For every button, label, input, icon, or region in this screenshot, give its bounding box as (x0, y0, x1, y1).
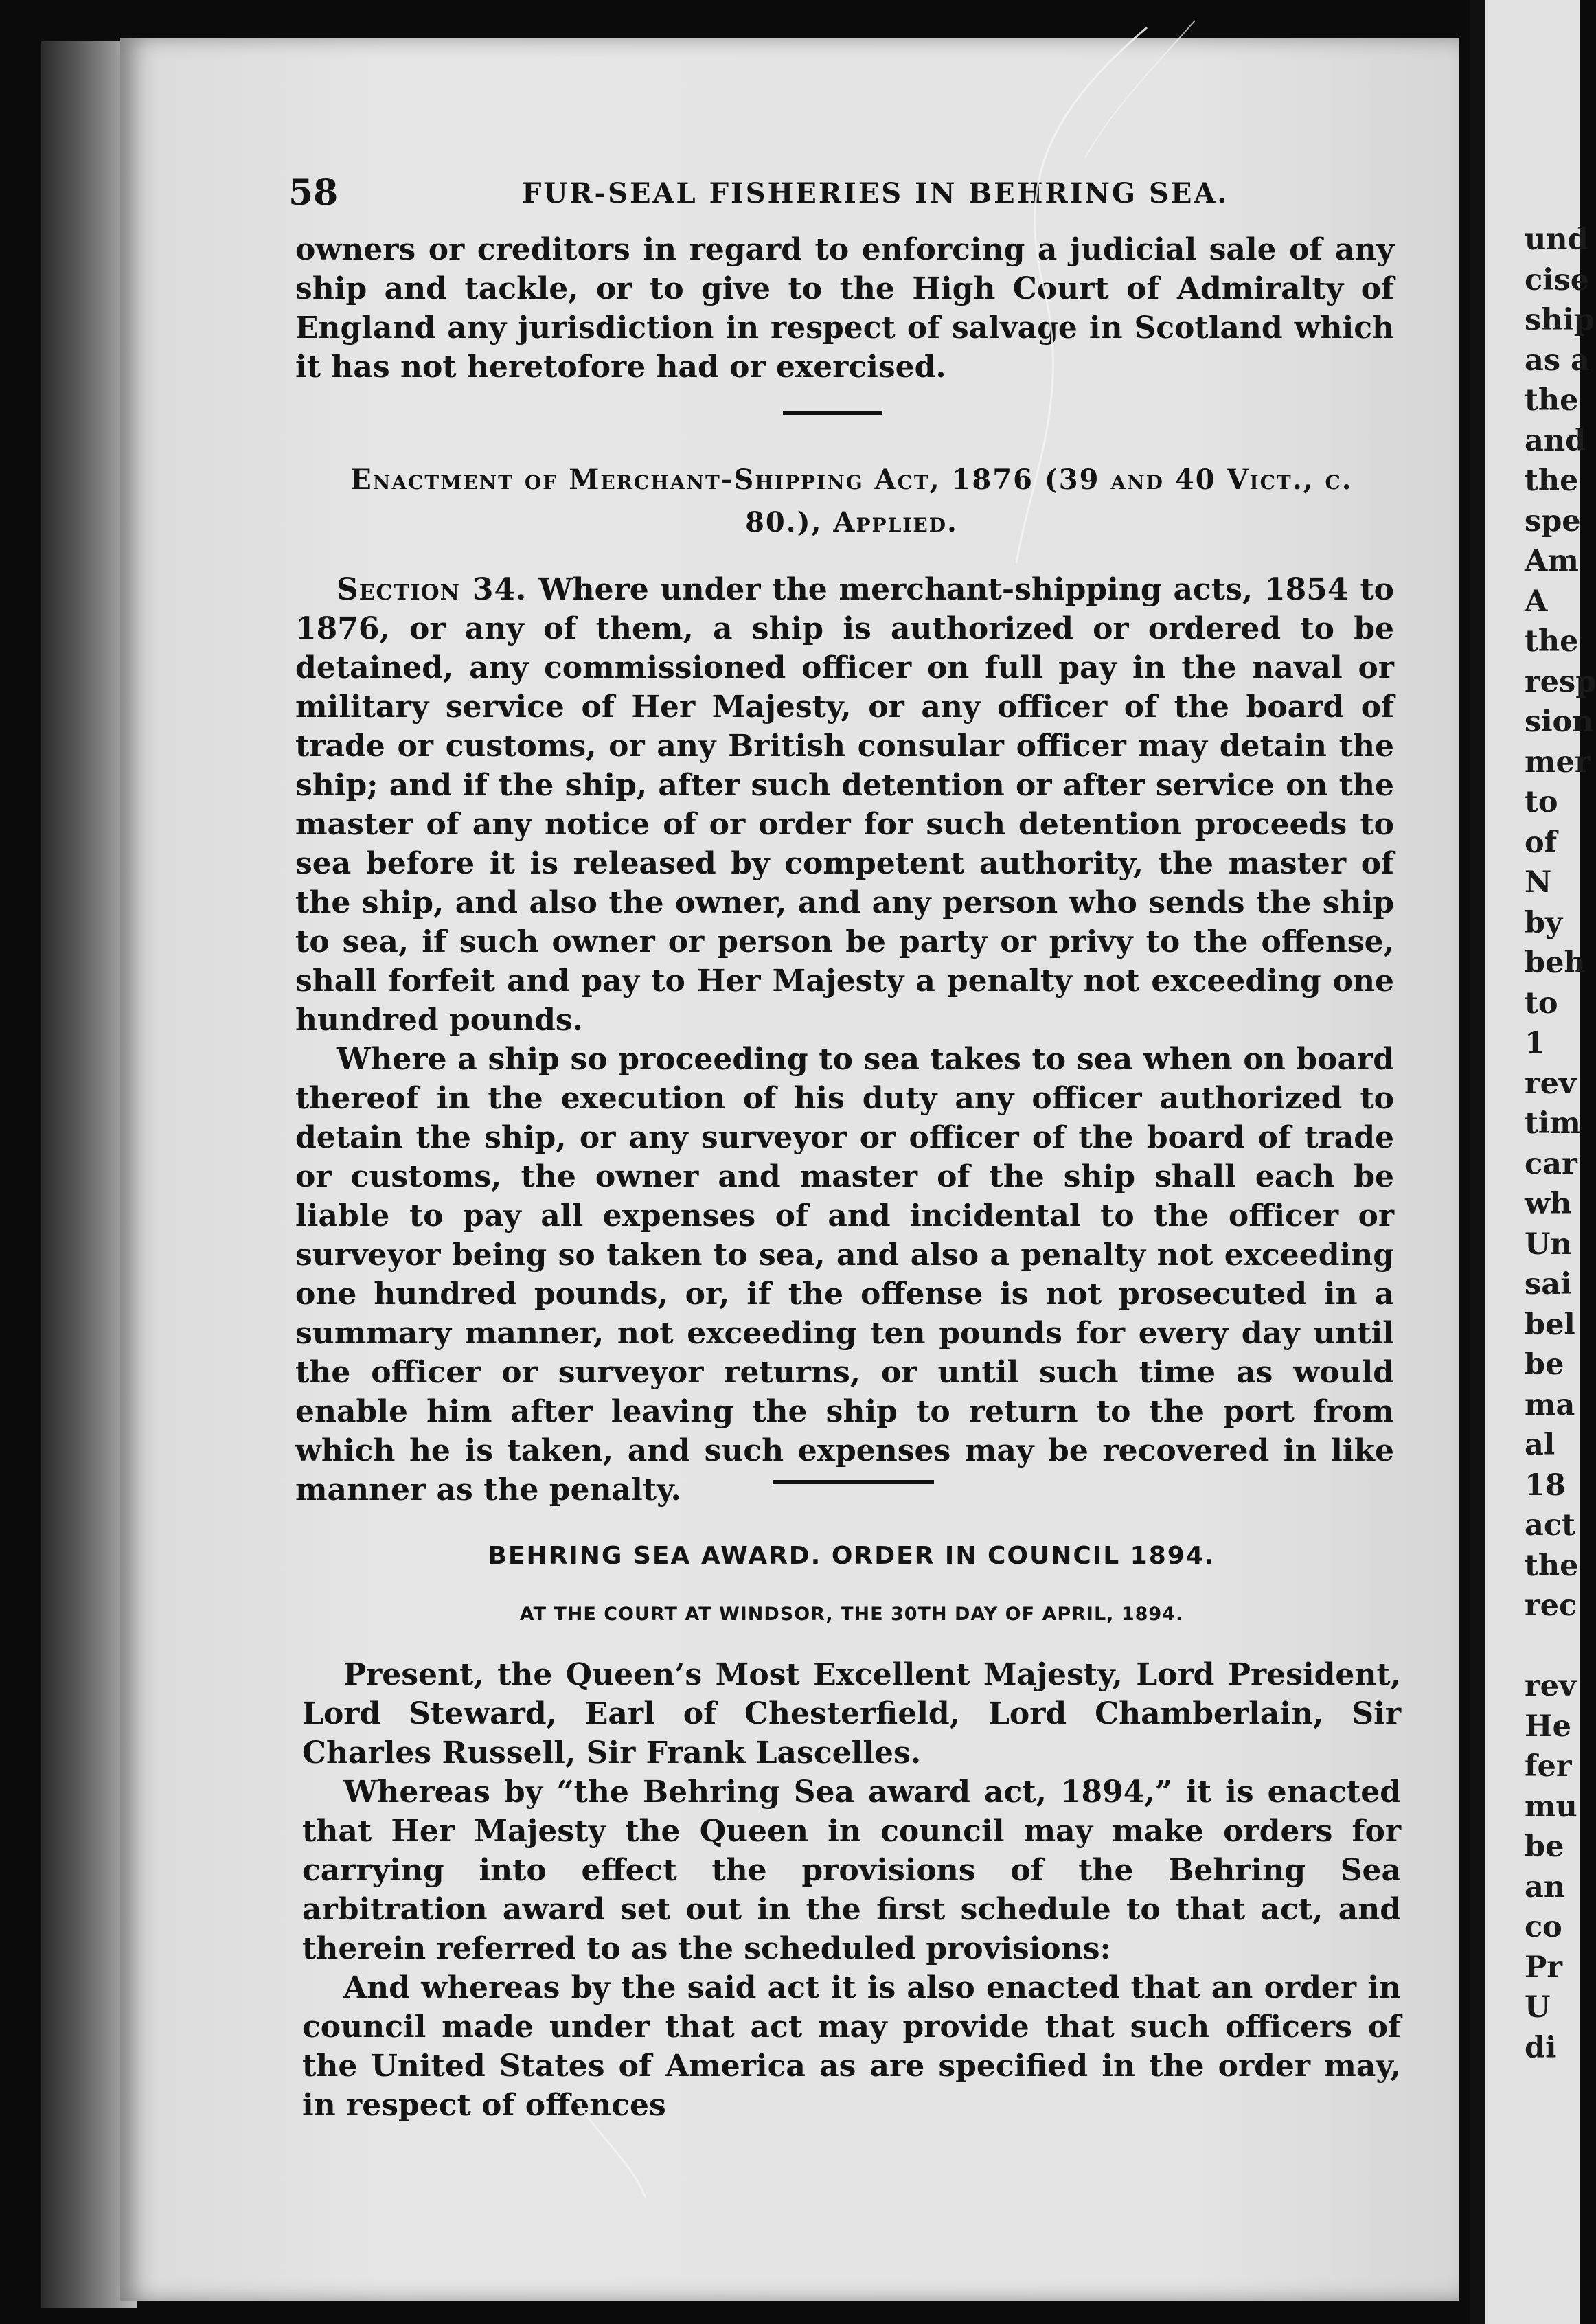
adjacent-page-fragment: as a (1525, 343, 1590, 378)
section-34-text: Where under the merchant-shipping acts, 1854 to 1876, or any of them, a ship is authorized or ordered to be detained, any commissioned officer on full pay in the naval or military service of Her Majesty, or any officer of the board of trade or customs, or any British consular officer may detain the ship; and if the ship, after such detention or after service on the master of any notice of or order for such detention proceeds to sea before it is released by competent authority, the master of the ship, and also the owner, and any person who sends the ship to sea, if such owner or person be party or privy to the offense, shall forfeit and pay to Her Majesty a penalty not exceeding one hundred pounds. (295, 572, 1394, 1038)
running-title: FUR-SEAL FISHERIES IN BEHRING SEA. (522, 177, 1229, 209)
adjacent-page-fragment: di (1525, 2030, 1557, 2065)
adjacent-page-fragment: cise (1525, 262, 1590, 297)
section-divider-2 (773, 1480, 934, 1484)
and-whereas-paragraph: And whereas by the said act it is also enacted that an order in council made under that act may provide that such officers of the United States of America as are specified in the order may, in respect of offences (302, 1970, 1401, 2123)
adjacent-page-fragment: the (1525, 1548, 1579, 1583)
adjacent-page-fragment: Pr (1525, 1950, 1562, 1985)
adjacent-page-fragment: be (1525, 1347, 1564, 1382)
section-34-paragraph (295, 570, 1394, 1040)
adjacent-page-fragment: act (1525, 1508, 1575, 1542)
adjacent-page-fragment: mer (1525, 744, 1591, 779)
adjacent-page-fragment: Am (1525, 544, 1579, 578)
adjacent-page-fragment: spe (1525, 503, 1581, 538)
section-label: Section 34. (337, 572, 527, 607)
adjacent-page-fragment: rev (1525, 1066, 1576, 1101)
present-paragraph: Present, the Queen’s Most Excellent Majesty, Lord President, Lord Steward, Earl of Chesterfield, Lord Chamberlain, Sir Charles Russell, Sir Frank Lascelles. (302, 1657, 1401, 1770)
adjacent-page-fragment: co (1525, 1910, 1562, 1944)
adjacent-page-fragment: by (1525, 905, 1563, 940)
adjacent-page-fragment: und (1525, 223, 1588, 257)
adjacent-page-fragment: 1 (1525, 1026, 1545, 1060)
adjacent-page-fragment: sion (1525, 705, 1594, 739)
adjacent-page-fragment: to (1525, 986, 1558, 1021)
page-gutter (1470, 0, 1485, 2324)
adjacent-page-fragment: 18 (1525, 1468, 1566, 1503)
order-in-council-text (302, 1655, 1401, 2125)
adjacent-page-fragment: the (1525, 464, 1579, 498)
page-number: 58 (288, 172, 339, 214)
adjacent-page-fragment: ma (1525, 1387, 1575, 1422)
adjacent-page-fragment: N (1525, 865, 1552, 900)
adjacent-page-fragment: rec (1525, 1588, 1577, 1623)
adjacent-page-fragment: to (1525, 785, 1558, 819)
adjacent-page-fragment: ship (1525, 303, 1595, 337)
adjacent-page-fragment: He (1525, 1709, 1571, 1744)
adjacent-page-fragment: of (1525, 825, 1558, 860)
adjacent-page-fragment: U (1525, 1990, 1551, 2025)
adjacent-page-fragment: Un (1525, 1227, 1572, 1262)
adjacent-page-fragment: rev (1525, 1669, 1576, 1703)
adjacent-page-fragment: bel (1525, 1307, 1575, 1342)
adjacent-page-fragment: A (1525, 584, 1548, 619)
adjacent-page-fragment: wh (1525, 1187, 1572, 1221)
adjacent-page-fragment: beh (1525, 946, 1586, 980)
adjacent-page-fragment: and (1525, 423, 1586, 458)
adjacent-page-fragment: the (1525, 383, 1579, 418)
award-heading: BEHRING SEA AWARD. ORDER IN COUNCIL 1894. (488, 1542, 1216, 1570)
enactment-heading-line2: 80.), Applied. (745, 506, 958, 538)
adjacent-page-fragment: resp (1525, 664, 1596, 699)
enactment-heading-line1: Enactment of Merchant-Shipping Act, 1876 (39 and 40 Vict., c. (350, 464, 1353, 496)
intro-text: owners or creditors in regard to enforcing a judicial sale of any ship and tackle, or to give to the High Court of Admiralty of England any jurisdiction in respect of salvage in Scotland which it has not heretofore had or exercised. (295, 232, 1394, 385)
whereas-paragraph: Whereas by “the Behring Sea award act, 1894,” it is enacted that Her Majesty the Queen in council may make orders for carrying into effect the provisions of the Behring Sea arbitration award set out in the first schedule to that act, and therein referred to as the scheduled provisions: (302, 1775, 1401, 1966)
section-34 (295, 570, 1394, 1510)
enactment-heading (288, 459, 1415, 544)
award-subheading: AT THE COURT AT WINDSOR, THE 30TH DAY OF APRIL, 1894. (519, 1604, 1184, 1625)
adjacent-page-fragment: car (1525, 1146, 1577, 1181)
adjacent-page-fragment: an (1525, 1869, 1566, 1904)
adjacent-page-fragment: be (1525, 1830, 1564, 1864)
adjacent-page-fragment: the (1525, 624, 1579, 659)
adjacent-page-fragment: sai (1525, 1267, 1572, 1301)
adjacent-page-edge (1470, 0, 1596, 2324)
section-34-paragraph-2: Where a ship so proceeding to sea takes to sea when on board thereof in the execution of his duty any officer authorized to detain the ship, or any surveyor or officer of the board of trade or customs, the owner and master of the ship shall each be liable to pay all expenses of and incidental to the officer or surveyor being so taken to sea, and also a penalty not exceeding one hundred pounds, or, if the offense is not prosecuted in a summary manner, not exceeding ten pounds for every day until the officer or surveyor returns, or until such time as would enable him after leaving the ship to return to the port from which he is taken, and such expenses may be recovered in like manner as the penalty. (295, 1042, 1394, 1507)
adjacent-page-fragment: al (1525, 1428, 1555, 1462)
adjacent-page-fragment: mu (1525, 1789, 1577, 1824)
adjacent-page-fragment: tim (1525, 1106, 1581, 1141)
page-header (288, 172, 1401, 220)
section-divider (783, 411, 882, 415)
intro-paragraph (295, 230, 1394, 387)
adjacent-page-fragment: fer (1525, 1749, 1572, 1784)
